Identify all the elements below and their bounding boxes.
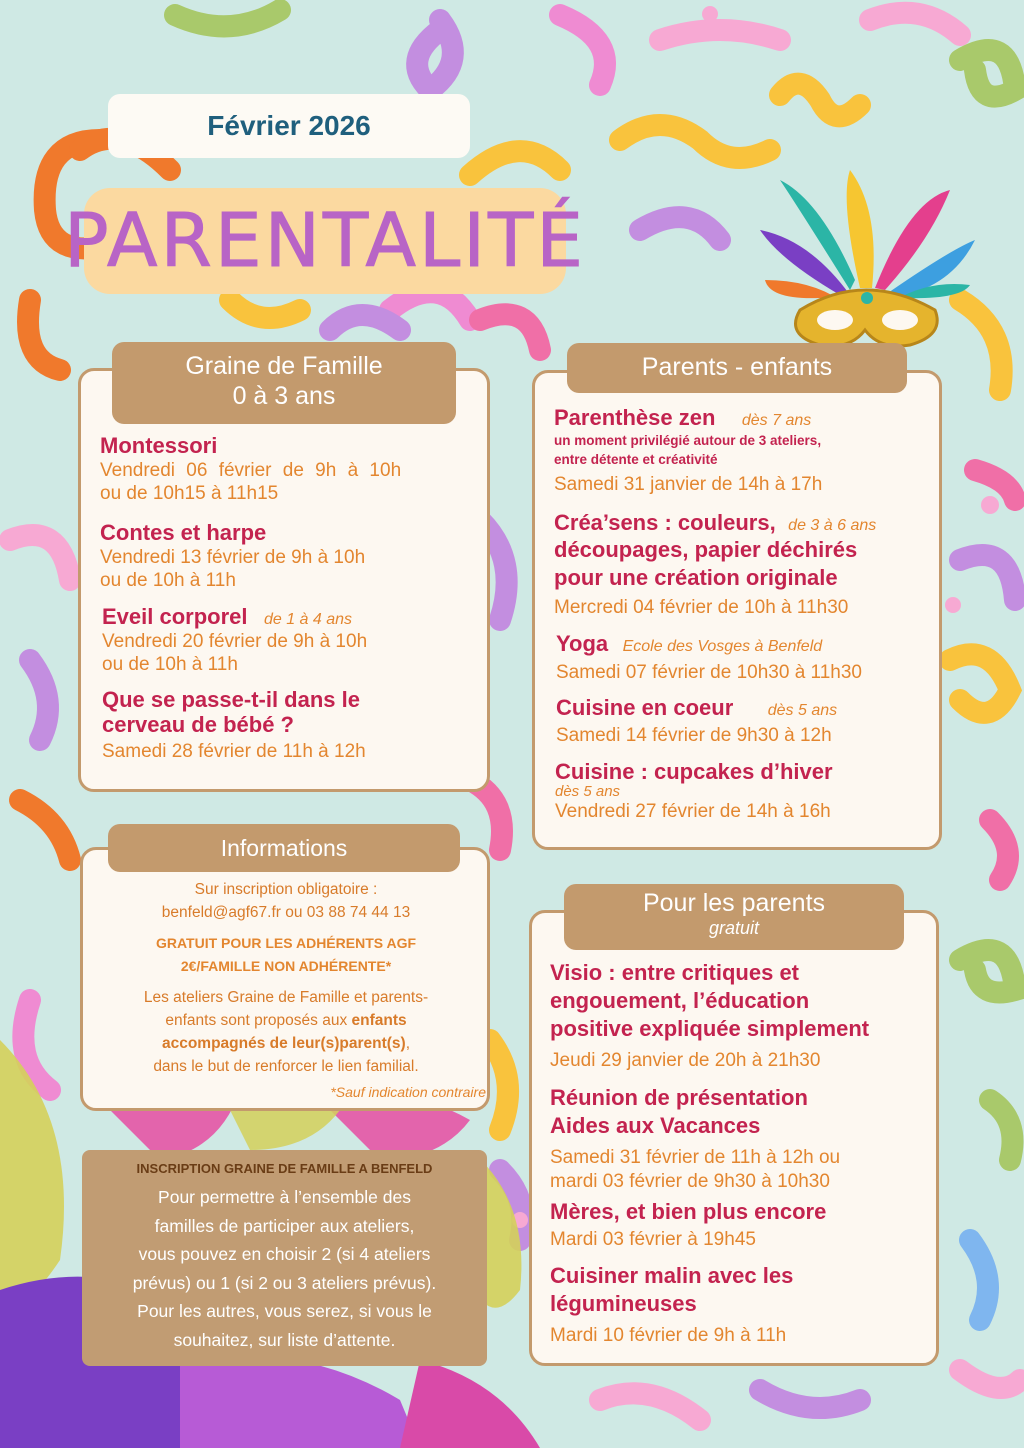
- event-age: Ecole des Vosges à Benfeld: [622, 638, 823, 655]
- event-date-alt: ou de 10h à 11h: [100, 570, 236, 591]
- event-title-line: Réunion de présentation: [550, 1085, 808, 1110]
- event-parenthese-zen: [554, 404, 934, 496]
- event-visio: [550, 959, 934, 1072]
- event-title-line: Mères, et bien plus encore: [550, 1199, 827, 1224]
- event-date: Samedi 31 février de 11h à 12h ou: [550, 1147, 841, 1168]
- event-title: Montessori: [100, 433, 218, 458]
- info-text-line2: [92, 1009, 480, 1032]
- informations-content: [92, 878, 486, 1100]
- info-contact: benfeld@agf67.fr ou 03 88 74 44 13: [161, 904, 411, 921]
- event-title: Cuisine : cupcakes d’hiver: [555, 759, 833, 784]
- event-title-line: Visio : entre critiques et: [550, 960, 800, 985]
- informations-tab: [108, 824, 460, 872]
- event-title: Contes et harpe: [100, 520, 267, 545]
- event-desc-line2: entre détente et créativité: [554, 452, 718, 467]
- event-yoga: [556, 630, 936, 684]
- event-cerveau-bebe: [102, 687, 482, 763]
- inscription-line: Pour les autres, vous serez, si vous le: [137, 1301, 432, 1321]
- graine-tab-line2: 0 à 3 ans: [232, 382, 336, 410]
- info-text-line1: Les ateliers Graine de Famille et parents-: [143, 989, 429, 1006]
- event-age: dès 7 ans: [741, 412, 812, 429]
- parents-enfants-tab-label: Parents - enfants: [641, 353, 833, 381]
- event-meres: [550, 1198, 934, 1251]
- event-date: Vendredi 06 février de 9h à 10h: [100, 460, 402, 481]
- pour-les-parents-tab: [564, 884, 904, 950]
- event-date: Mercredi 04 février de 10h à 11h30: [554, 597, 849, 618]
- info-text-line4: dans le but de renforcer le lien familial.: [153, 1058, 419, 1075]
- event-date: Samedi 14 février de 9h30 à 12h: [556, 725, 832, 746]
- info-price-non-members: 2€/FAMILLE NON ADHÉRENTE*: [180, 958, 392, 974]
- event-crea-sens: [554, 509, 938, 619]
- info-note: *Sauf indication contraire: [330, 1084, 486, 1100]
- info-price-members: GRATUIT POUR LES ADHÉRENTS AGF: [155, 935, 417, 951]
- page-title: [63, 188, 587, 294]
- event-age: dès 5 ans: [555, 783, 621, 800]
- event-date: Vendredi 27 février de 14h à 16h: [555, 801, 831, 822]
- event-title-line3: pour une création originale: [554, 565, 838, 590]
- event-contes-harpe: [100, 519, 480, 592]
- event-title: Eveil corporel: [102, 604, 248, 629]
- event-date: Jeudi 29 janvier de 20h à 21h30: [550, 1050, 821, 1071]
- title-text: PARENTALITÉ: [63, 198, 587, 284]
- inscription-line: prévus) ou 1 (si 2 ou 3 ateliers prévus).: [132, 1272, 437, 1293]
- informations-tab-label: Informations: [220, 835, 348, 861]
- month-label: [108, 94, 470, 158]
- event-date: Samedi 07 février de 10h30 à 11h30: [556, 662, 862, 683]
- event-date: Samedi 28 février de 11h à 12h: [102, 741, 366, 762]
- graine-de-famille-tab: [112, 342, 456, 424]
- event-date: mardi 03 février de 9h30 à 10h30: [550, 1171, 830, 1192]
- event-reunion-vacances: [550, 1084, 934, 1194]
- event-desc-line1: un moment privilégié autour de 3 ateliers,: [554, 433, 822, 448]
- info-text-line3: [92, 1032, 480, 1055]
- pour-parents-tab-line2: gratuit: [708, 918, 760, 938]
- event-title-line: Cuisiner malin avec les: [550, 1263, 794, 1288]
- inscription-line: familles de participer aux ateliers,: [154, 1215, 415, 1236]
- event-date: Vendredi 20 février de 9h à 10h: [102, 631, 368, 652]
- event-title-line: positive expliquée simplement: [550, 1016, 870, 1041]
- inscription-line: souhaitez, sur liste d’attente.: [173, 1329, 396, 1350]
- event-title: Cuisine en coeur: [556, 695, 734, 720]
- inscription-title: INSCRIPTION GRAINE DE FAMILLE A BENFELD: [136, 1161, 433, 1176]
- event-title-line: légumineuses: [550, 1291, 697, 1316]
- parents-enfants-tab: [567, 343, 907, 393]
- graine-tab-line1: Graine de Famille: [185, 352, 383, 380]
- event-date-alt: ou de 10h15 à 11h15: [100, 483, 279, 504]
- info-line1: Sur inscription obligatoire :: [194, 881, 378, 898]
- event-date-alt: ou de 10h à 11h: [102, 654, 238, 675]
- event-title-line1: Que se passe-t-il dans le: [102, 687, 360, 712]
- month-text: Février 2026: [207, 110, 371, 141]
- info-text-line3b: ,: [405, 1035, 411, 1052]
- event-cupcakes: [555, 760, 935, 823]
- inscription-text: [82, 1183, 487, 1354]
- event-title: Parenthèse zen: [554, 405, 716, 430]
- event-date: Mardi 10 février de 9h à 11h: [550, 1325, 787, 1346]
- info-text-line2a: enfants sont proposés aux: [165, 1012, 352, 1029]
- event-title-line: engouement, l’éducation: [550, 988, 810, 1013]
- info-text-line2b: enfants: [351, 1012, 407, 1029]
- event-age: de 3 à 6 ans: [788, 517, 877, 534]
- event-age: de 1 à 4 ans: [263, 611, 353, 628]
- pour-parents-tab-line1: Pour les parents: [642, 889, 826, 917]
- event-date: Mardi 03 février à 19h45: [550, 1229, 756, 1250]
- event-eveil-corporel: [102, 603, 482, 676]
- event-date: Samedi 31 janvier de 14h à 17h: [554, 474, 823, 495]
- event-age: dès 5 ans: [767, 702, 838, 719]
- event-date: Vendredi 13 février de 9h à 10h: [100, 547, 366, 568]
- event-montessori: [100, 432, 480, 505]
- event-title: Yoga: [556, 631, 609, 656]
- inscription-box: [82, 1150, 487, 1366]
- event-title-line2: découpages, papier déchirés: [554, 537, 858, 562]
- event-cuisine-coeur: [556, 694, 936, 747]
- inscription-line: Pour permettre à l’ensemble des: [158, 1187, 411, 1207]
- event-title-line1: Créa’sens : couleurs,: [554, 510, 776, 535]
- carnival-mask-icon: [760, 170, 975, 346]
- info-text-line3a: accompagnés de leur(s)parent(s): [161, 1035, 406, 1052]
- event-cuisiner-legumineuses: [550, 1262, 934, 1347]
- inscription-line: vous pouvez en choisir 2 (si 4 ateliers: [138, 1244, 431, 1264]
- event-title-line2: cerveau de bébé ?: [102, 712, 294, 737]
- event-title-line: Aides aux Vacances: [550, 1113, 761, 1138]
